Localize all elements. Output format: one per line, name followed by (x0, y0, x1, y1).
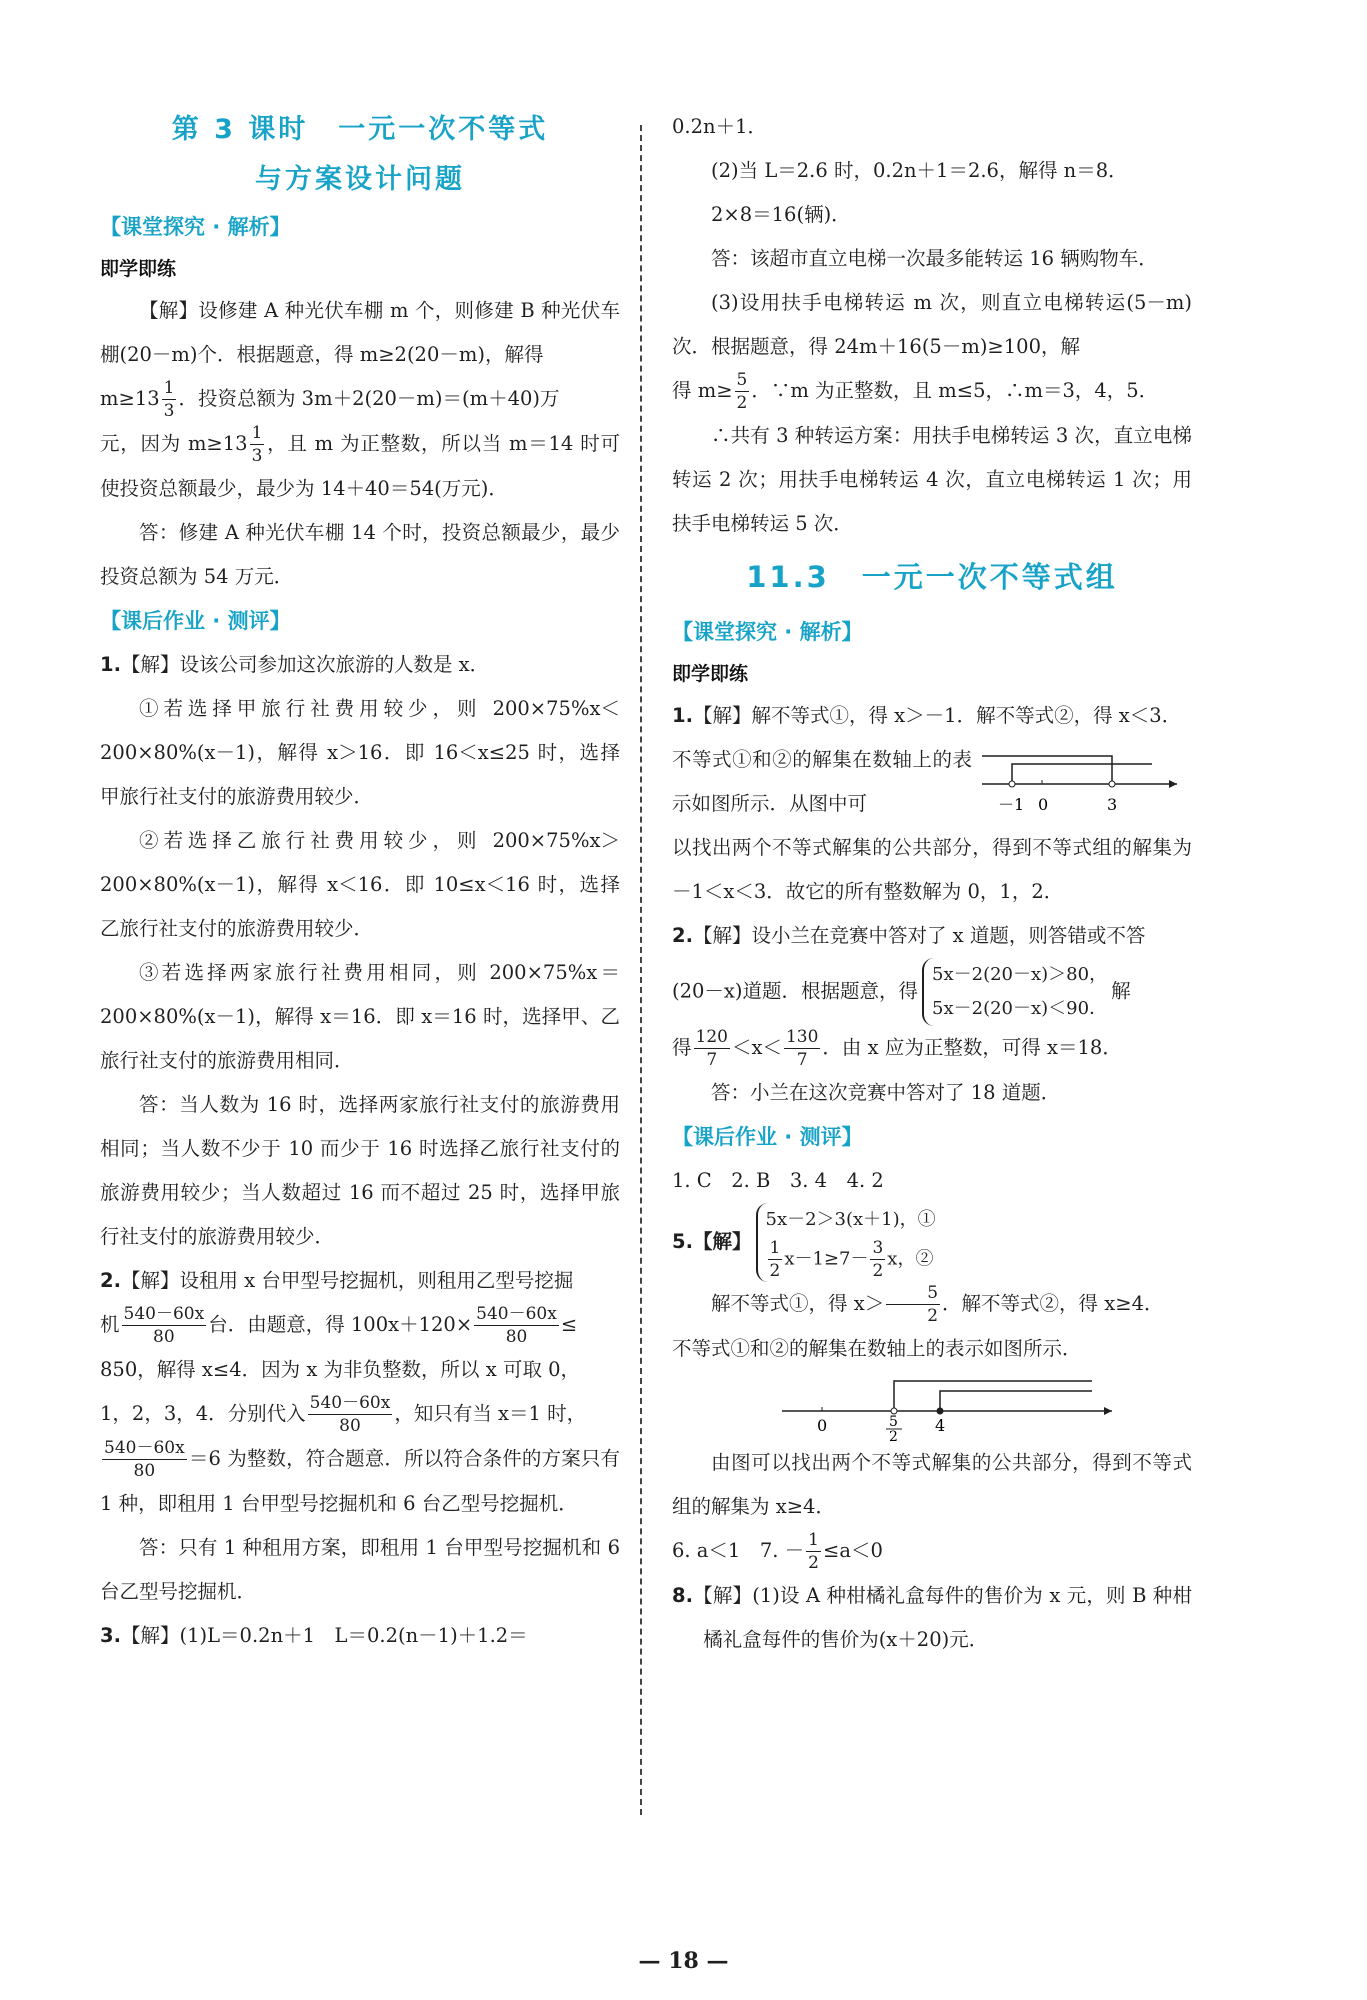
section-class-analysis-2: 【课堂探究 · 解析】 (672, 620, 863, 644)
homework-q2-line4: 1，2，3，4．分别代入 $\frac{540-60x}{80}$ ，知只有当 x＝1 时， (100, 1393, 587, 1436)
inequality-system-2: 5x－2＞3(x＋1)，① $\frac{1}{2}$ x－1≥7－ $\frac{3}{2}$ x，② (756, 1203, 936, 1282)
homework-q2-line5: $\frac{540-60x}{80}$ ＝6 为整数，符合题意．所以符合条件的方案只有 1 种，即租用 1 台甲型号挖掘机和 6 台乙型号挖掘机． (100, 1438, 620, 1515)
practice2-q1: 1.【解】解不等式①，得 x＞－1．解不等式②，得 x＜3． (672, 704, 1182, 727)
homework-q1-case-a: ①若选择甲旅行社费用较少，则 200×75%x＜200×80%(x－1)，解得 x＞16．即 16＜x≤25 时，选择甲旅行社支付的旅游费用较少． (100, 697, 620, 808)
left-column (100, 105, 620, 1658)
section-homework-2: 【课后作业 · 测评】 (672, 1125, 863, 1149)
q3-part2-answer: 答：该超市直立电梯一次最多能转运 16 辆购物车． (711, 247, 1158, 270)
fraction-120-7: $\frac{120}{7}$ (695, 1027, 728, 1070)
solution-ray-gt-5-2 (894, 1381, 1092, 1411)
practice-answer-cont: m≥13 $\frac{1}{3}$ ．投资总额为 3m＋2(20－m)＝(m＋40)万 (100, 378, 560, 421)
number-line-1 (972, 738, 1182, 818)
number-line-arrow (1169, 780, 1177, 788)
homework-q3: 3.【解】(1)L＝0.2n＋1 L＝0.2(n－1)＋1.2＝ (100, 1624, 528, 1647)
open-point-3 (1109, 781, 1115, 787)
homework2-q8: 8.【解】(1)设 A 种柑橘礼盒每件的售价为 x 元，则 B 种柑橘礼盒每件的售价为(x＋20)元． (672, 1584, 1192, 1651)
homework-q2: 2.【解】设租用 x 台甲型号挖掘机，则租用乙型号挖掘 (100, 1269, 574, 1292)
subheading-practice-2: 即学即练 (672, 663, 749, 685)
q3-part2-calc: 2×8＝16(辆)． (711, 203, 851, 226)
inequality-system-1: 5x－2(20－x)＞80， 5x－2(20－x)＜90． (922, 958, 1107, 1026)
open-point-neg1 (1009, 781, 1015, 787)
practice2-q2: 2.【解】设小兰在竞赛中答对了 x 道题，则答错或不答 (672, 924, 1146, 947)
lesson-title: 第 3 课时 一元一次不等式 (171, 114, 549, 145)
q3-line-cont: 0.2n＋1． (672, 115, 767, 138)
fraction-1-2: $\frac{1}{2}$ (769, 1238, 781, 1281)
q3-part2: (2)当 L＝2.6 时，0.2n＋1＝2.6，解得 n＝8． (711, 159, 1128, 182)
practice2-q1-conclusion: 以找出两个不等式解集的公共部分，得到不等式组的解集为－1＜x＜3．故它的所有整数解为 0，1，2． (672, 836, 1192, 903)
practice2-q2-answer: 答：小兰在这次竞赛中答对了 18 道题． (711, 1081, 1061, 1104)
practice-conclusion: 答：修建 A 种光伏车棚 14 个时，投资总额最少，最少投资总额为 54 万元． (100, 521, 620, 588)
practice2-q2-solution: 得 $\frac{120}{7}$ ＜x＜ $\frac{130}{7}$ ．由 x 应为正整数，可得 x＝18． (672, 1027, 1122, 1070)
label-0: 0 (1038, 795, 1049, 814)
fraction-1-2-b: $\frac{1}{2}$ (808, 1530, 819, 1573)
homework-q1-case-b: ②若选择乙旅行社费用较少，则 200×75%x＞200×80%(x－1)，解得 x＜16．即 10≤x＜16 时，选择乙旅行社支付的旅游费用较少． (100, 829, 620, 940)
homework-q1: 1.【解】设该公司参加这次旅游的人数是 x． (100, 653, 490, 676)
homework2-q5: 5.【解】 5x－2＞3(x＋1)，① $\frac{1}{2}$ x－1≥7－ $\frac{3}{2}$ x，② (672, 1203, 1192, 1282)
fraction-3-2: $\frac{3}{2}$ (872, 1238, 884, 1281)
homework-q2-line3: 850，解得 x≤4．因为 x 为非负整数，所以 x 可取 0， (100, 1358, 581, 1381)
practice2-q2-system: (20－x)道题．根据题意，得 5x－2(20－x)＞80， 5x－2(20－x)＜90． 解 (672, 958, 1192, 1026)
practice-answer: 【解】设修建 A 种光伏车棚 m 个，则修建 B 种光伏车棚(20－m)个．根据题意，得 m≥2(20－m)，解得 (100, 299, 620, 366)
fraction-540-60x-b: $\frac{540-60x}{80}$ (476, 1304, 557, 1347)
q3-part3-cont: 得 m≥ $\frac{5}{2}$ ．∵m 为正整数，且 m≤5，∴m＝3，4，5． (672, 370, 1159, 413)
homework-q1-answer: 答：当人数为 16 时，选择两家旅行社支付的旅游费用相同；当人数不少于 10 而少于 16 时选择乙旅行社支付的旅游费用较少；当人数超过 16 而不超过 25 时，选择甲旅行社支付的旅游费用较少． (100, 1093, 620, 1248)
fraction-130-7: $\frac{130}{7}$ (785, 1027, 819, 1070)
fraction-540-60x: $\frac{540-60x}{80}$ (123, 1304, 205, 1347)
section-title-11-3: 11.3 一元一次不等式组 (746, 560, 1118, 594)
number-line-2-arrow (1104, 1407, 1112, 1415)
practice2-q1-line2: 不等式①和②的解集在数轴上的表示如图所示．从图中可 (672, 748, 972, 815)
label-4: 4 (935, 1416, 946, 1435)
label-0-b: 0 (817, 1416, 828, 1435)
label-neg1: －1 (998, 795, 1025, 814)
solution-ray-gt-neg1 (1012, 764, 1152, 784)
label-5-num: 5 (889, 1414, 898, 1430)
answers-1-4: 1. C 2. B 3. 4 4. 2 (672, 1169, 884, 1192)
fraction-1-3-b: $\frac{1}{3}$ (251, 423, 263, 466)
homework2-q5-solve: 解不等式①，得 x＞ $\frac{5}{2}$ ．解不等式②，得 x≥4． (711, 1283, 1164, 1326)
closed-point-4 (937, 1408, 944, 1415)
label-2-den: 2 (889, 1429, 898, 1441)
practice2-q1-with-numberline (672, 738, 1192, 826)
section-class-analysis: 【课堂探究 · 解析】 (100, 215, 291, 239)
solution-ray-ge-4 (940, 1391, 1092, 1411)
answers-6-7: 6. a＜1 7. － $\frac{1}{2}$ ≤a＜0 (672, 1530, 883, 1573)
subheading-practice: 即学即练 (100, 258, 177, 280)
column-divider (640, 125, 642, 1815)
q3-part3: (3)设用扶手电梯转运 m 次，则直立电梯转运(5－m)次．根据题意，得 24m＋16(5－m)≥100，解 (672, 291, 1192, 358)
lesson-subtitle: 与方案设计问题 (255, 164, 465, 195)
homework2-q5-conclusion: 由图可以找出两个不等式解集的公共部分，得到不等式组的解集为 x≥4． (672, 1451, 1192, 1518)
homework-q2-line2: 机 $\frac{540-60x}{80}$ 台．由题意，得 100x＋120× $\frac{540-60x}{80}$ ≤ (100, 1304, 578, 1347)
homework-q1-case-c: ③若选择两家旅行社费用相同，则 200×75%x＝200×80%(x－1)，解得 x＝16．即 x＝16 时，选择甲、乙旅行社支付的旅游费用相同． (100, 961, 620, 1072)
fraction-540-60x-d: $\frac{540-60x}{80}$ (104, 1438, 185, 1481)
fraction-540-60x-c: $\frac{540-60x}{80}$ (309, 1393, 391, 1436)
q3-conclusion: ∴共有 3 种转运方案：用扶手电梯转运 3 次，直立电梯转运 2 次；用扶手电梯转运 4 次，直立电梯转运 1 次；用扶手电梯转运 5 次． (672, 424, 1192, 535)
page-number: — 18 — (638, 1948, 729, 1974)
fraction-1-3: $\frac{1}{3}$ (163, 378, 175, 421)
homework2-q5-numberline-desc: 不等式①和②的解集在数轴上的表示如图所示． (672, 1337, 1082, 1360)
right-column (672, 105, 1192, 1662)
section-homework: 【课后作业 · 测评】 (100, 609, 291, 633)
fraction-5-2: $\frac{5}{2}$ (736, 370, 748, 413)
practice-answer-cont2: 元，因为 m≥13 $\frac{1}{3}$ ，且 m 为正整数，所以当 m＝14 时可使投资总额最少，最少为 14＋40＝54(万元)． (100, 423, 620, 500)
solution-ray-lt-3 (982, 756, 1112, 784)
number-line-2 (672, 1371, 1192, 1441)
homework-q2-answer: 答：只有 1 种租用方案，即租用 1 台甲型号挖掘机和 6 台乙型号挖掘机． (100, 1536, 620, 1603)
label-3: 3 (1107, 795, 1118, 814)
fraction-5-2-b: $\frac{5}{2}$ (886, 1282, 940, 1327)
